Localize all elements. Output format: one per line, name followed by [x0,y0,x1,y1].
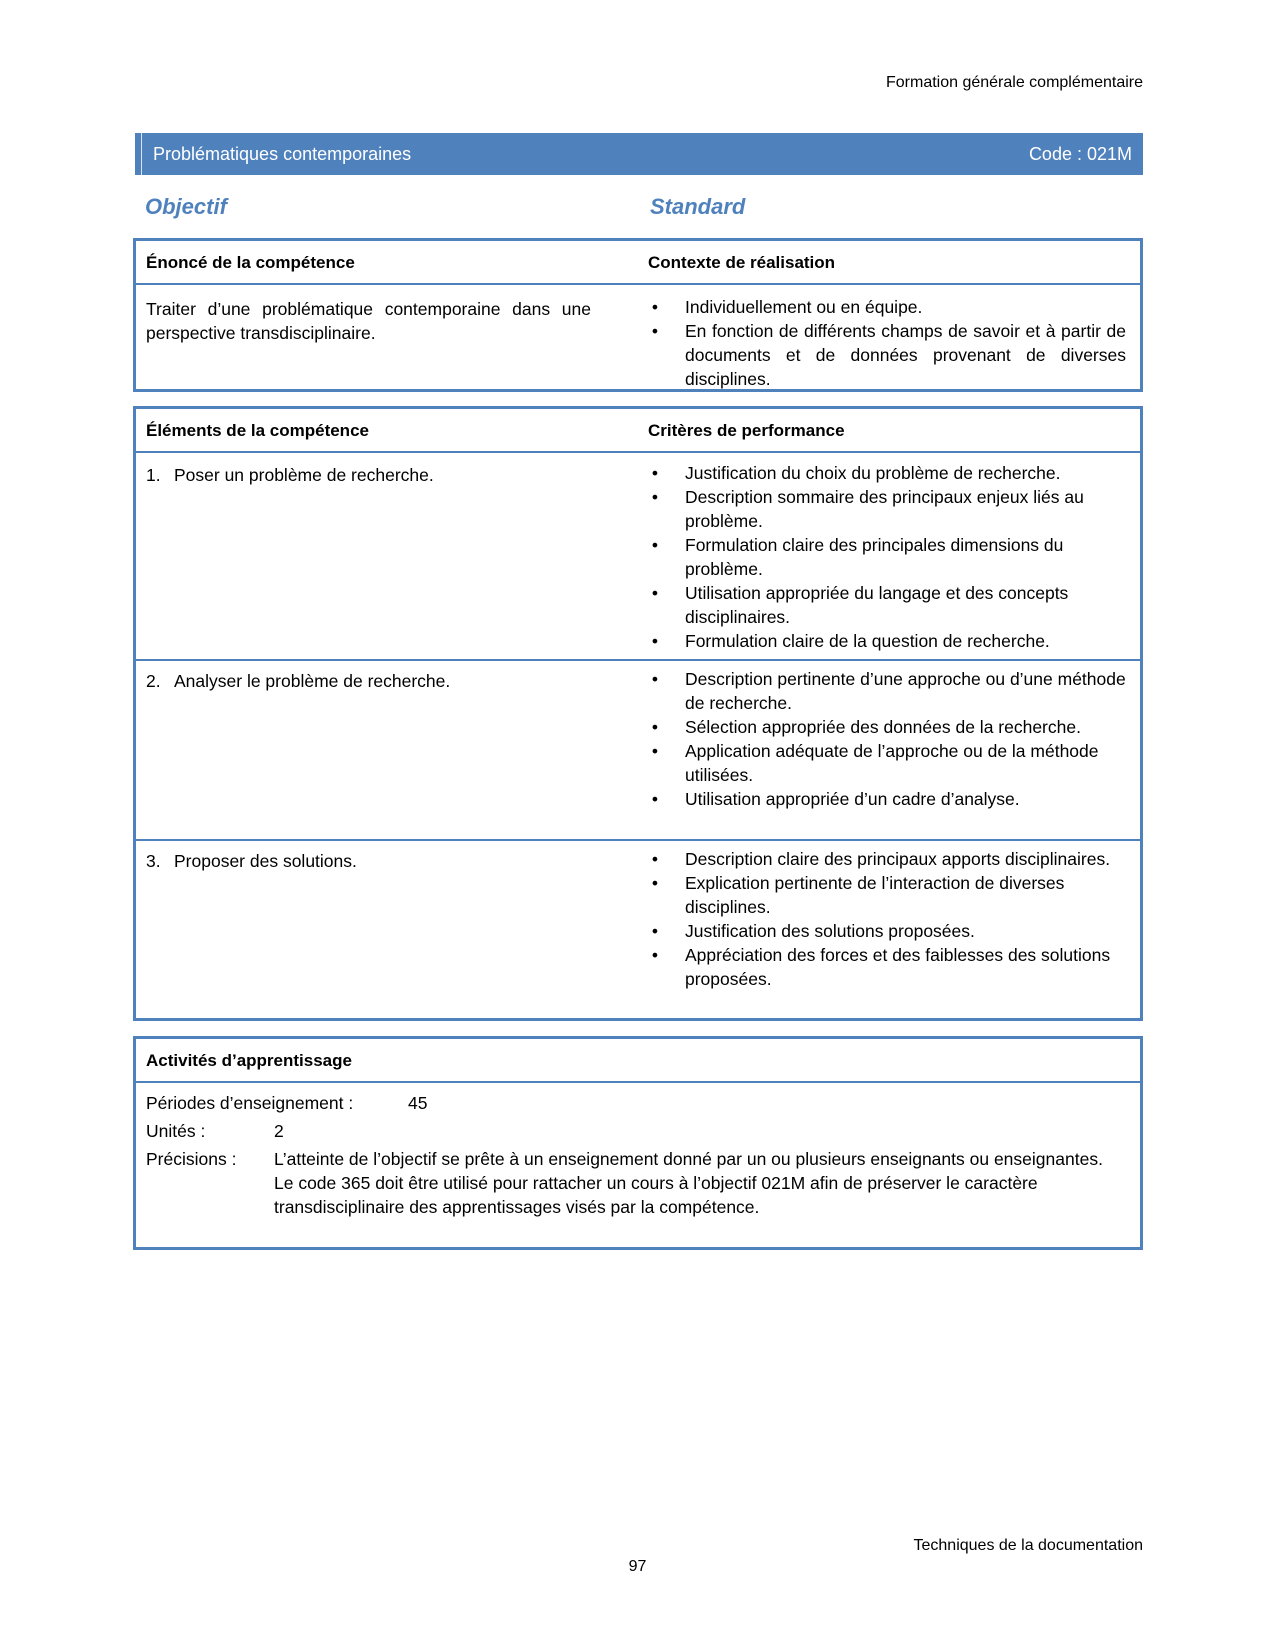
bullet-icon: • [651,583,659,603]
bullet-icon: • [651,789,659,809]
list-item: • Formulation claire des principales dimensions du problème. [648,533,1126,581]
objectif-heading: Objectif [145,194,227,219]
criteria-list-1 [648,461,1126,653]
unites-label: Unités : [146,1121,206,1141]
precisions-line-1: L’atteinte de l’objectif se prête à un enseignement donné par un ou plusieurs enseignants ou enseignantes. [274,1149,1103,1169]
list-item: • En fonction de différents champs de savoir et à partir de documents et de données provenant de diverses disciplines. [648,319,1126,391]
course-title: Problématiques contemporaines [153,144,412,164]
bullet-icon: • [651,849,659,869]
element-1: 1. Poser un problème de recherche. [146,465,434,485]
elements-header: Éléments de la compétence [146,421,369,440]
running-footer: Techniques de la documentation [913,1537,1143,1554]
precisions-text [274,1147,1132,1219]
bullet-icon: • [651,487,659,507]
precisions-label: Précisions : [146,1149,237,1169]
list-item: • Explication pertinente de l’interaction de diverses disciplines. [648,871,1126,919]
periodes-value: 45 [408,1093,428,1113]
list-item: • Description claire des principaux apports disciplinaires. [648,847,1126,871]
table-row [136,839,1140,1019]
bullet-icon: • [651,945,659,965]
precisions-line-2: Le code 365 doit être utilisé pour rattacher un cours à l’objectif 021M afin de préserver le caractère transdisciplinaire des apprentissages visés par la compétence. [274,1173,1038,1217]
activites-header: Activités d’apprentissage [146,1051,352,1070]
list-item: • Justification du choix du problème de recherche. [648,461,1126,485]
bullet-icon: • [651,873,659,893]
list-item: • Application adéquate de l’approche ou de la méthode utilisées. [648,739,1126,787]
unites-value: 2 [274,1121,284,1141]
standard-heading: Standard [650,194,746,219]
list-item: • Description sommaire des principaux enjeux liés au problème. [648,485,1126,533]
running-header: Formation générale complémentaire [885,74,1143,91]
list-item: • Sélection appropriée des données de la recherche. [648,715,1126,739]
table-row [136,453,1140,659]
competence-box [133,238,1143,392]
bullet-icon: • [651,631,659,651]
bullet-icon: • [651,669,659,689]
list-item: • Description pertinente d’une approche ou d’une méthode de recherche. [648,667,1126,715]
title-band [133,133,1143,175]
list-item: • Utilisation appropriée du langage et des concepts disciplinaires. [648,581,1126,629]
element-3: 3. Proposer des solutions. [146,851,357,871]
list-item: • Justification des solutions proposées. [648,919,1126,943]
competence-box-header [136,241,1140,285]
enonce-header: Énoncé de la compétence [146,253,355,272]
bullet-icon: • [651,297,659,317]
activites-box-header [136,1039,1140,1083]
criteria-list-2 [648,667,1126,811]
list-item: • Appréciation des forces et des faiblesses des solutions proposées. [648,943,1126,991]
contexte-list [648,295,1126,391]
bullet-icon: • [651,741,659,761]
list-item: • Formulation claire de la question de recherche. [648,629,1126,653]
bullet-icon: • [651,717,659,737]
criteria-list-3 [648,847,1126,991]
activites-box [133,1036,1143,1250]
list-item: • Utilisation appropriée d’un cadre d’analyse. [648,787,1126,811]
elements-box [133,406,1143,1021]
bullet-icon: • [651,921,659,941]
competence-row [136,285,1140,389]
page-number: 97 [628,1558,647,1575]
contexte-header: Contexte de réalisation [648,253,836,272]
bullet-icon: • [651,321,659,341]
bullet-icon: • [651,535,659,555]
element-2: 2. Analyser le problème de recherche. [146,671,451,691]
table-row [136,659,1140,839]
enonce-text: Traiter d’une problématique contemporaine dans une perspective transdisciplinaire. [146,299,591,343]
elements-box-header [136,409,1140,453]
course-code: Code : 021M [1028,144,1132,164]
list-item: • Individuellement ou en équipe. [648,295,1126,319]
bullet-icon: • [651,463,659,483]
periodes-label: Périodes d’enseignement : [146,1093,354,1113]
criteres-header: Critères de performance [648,421,845,440]
